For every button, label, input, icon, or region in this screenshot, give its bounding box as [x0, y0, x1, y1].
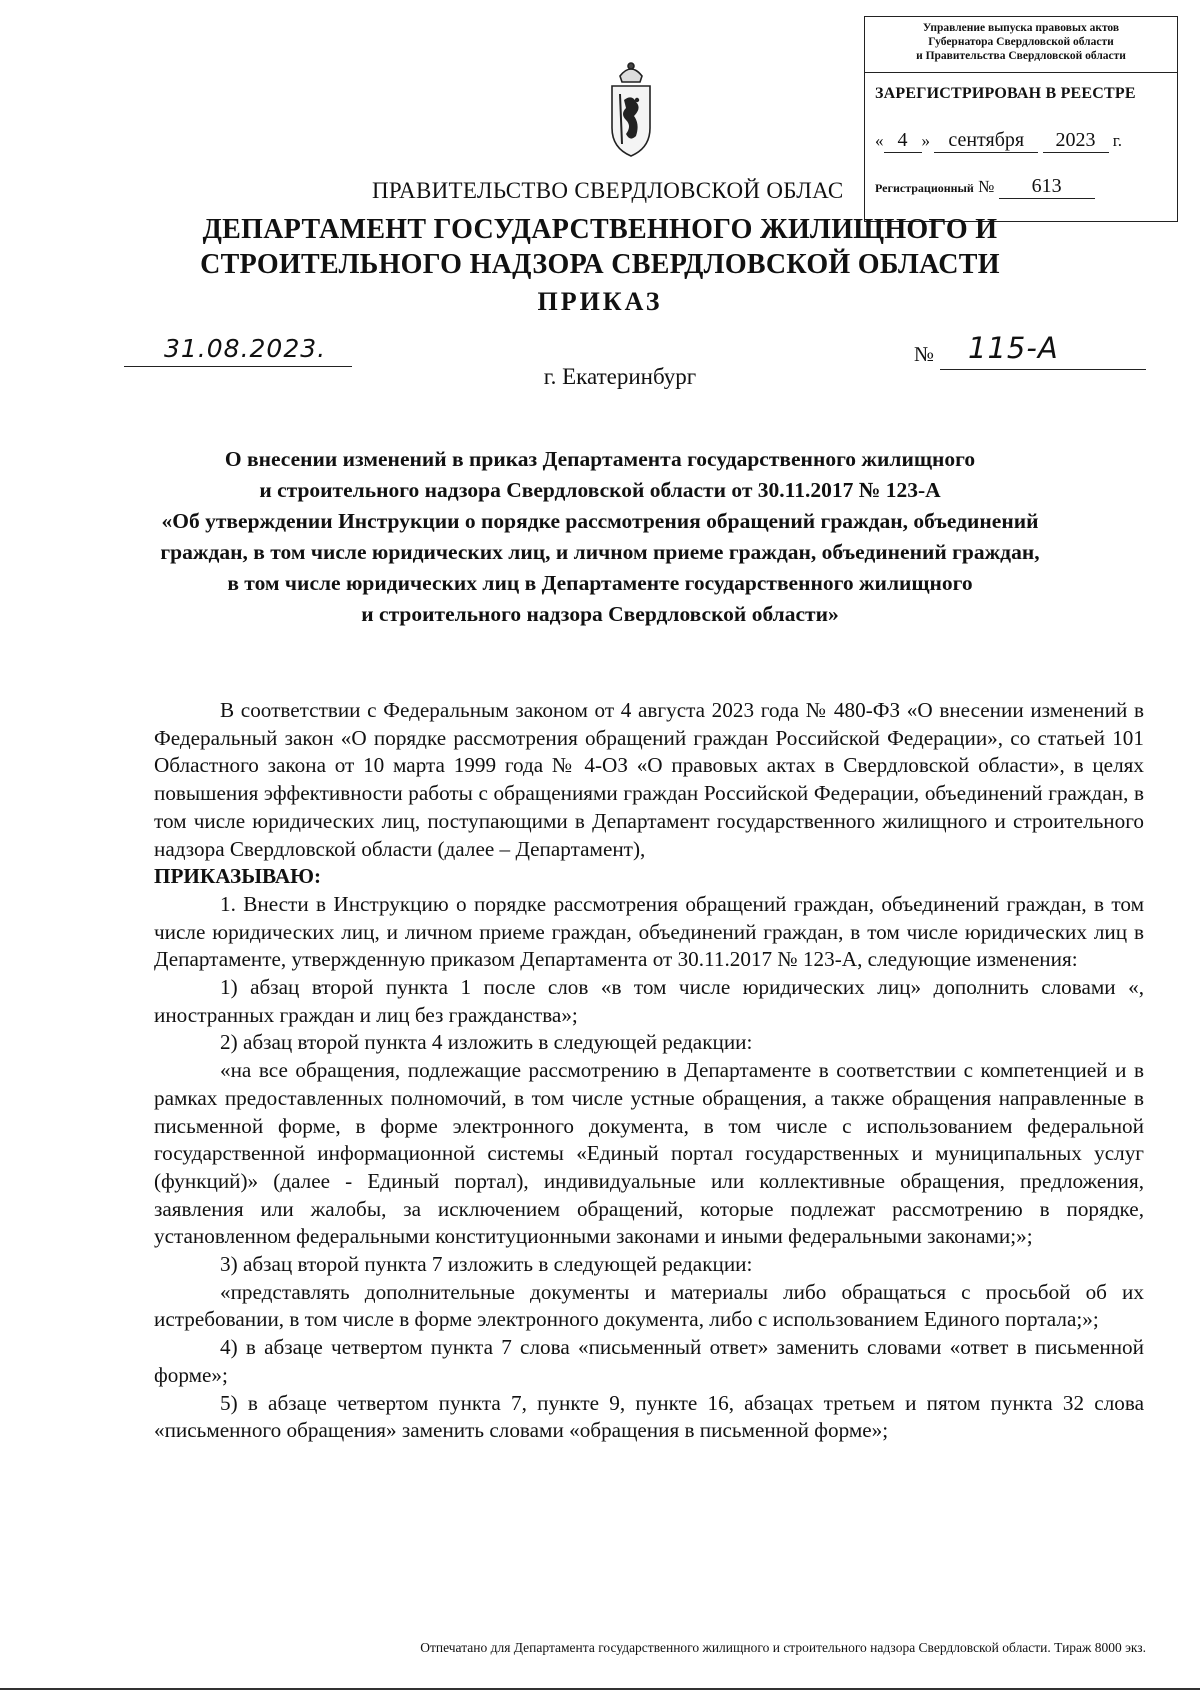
stamp-day: 4 — [884, 129, 922, 153]
title-line: и строительного надзора Свердловской области от 30.11.2017 № 123-А — [259, 478, 941, 502]
stamp-header-line: и Правительства Свердловской области — [916, 50, 1126, 62]
department-line: ДЕПАРТАМЕНТ ГОСУДАРСТВЕННОГО ЖИЛИЩНОГО И — [202, 214, 998, 245]
stamp-reg-number-row — [875, 175, 1095, 199]
subitem-3-quote: «представлять дополнительные документы и материалы либо обращаться с просьбой об их истребовании, в том числе в форме электронного документа, либо с использованием Единого портала;»; — [154, 1279, 1144, 1332]
stamp-registered-label: ЗАРЕГИСТРИРОВАН В РЕЕСТРЕ — [875, 85, 1136, 102]
title-line: О внесении изменений в приказ Департамента государственного жилищного — [224, 447, 976, 471]
subitem-2-quote: «на все обращения, подлежащие рассмотрению в Департаменте в соответствии с компетенцией и в рамках предоставленных полномочий, в том числе устные обращения, а также обращения направленные в письменной форме, в форме электронного документа, в том числе с использованием федеральной государственной информационной системы «Единый портал государственных и муниципальных услуг (функций)» (далее - Единый портал), индивидуальные или коллективные обращения, предложения, заявления или жалобы, за исключением обращений, которые подлежат рассмотрению в порядке, установленном федеральными конституционными законами и иными федеральными законами;»; — [154, 1058, 1144, 1249]
stamp-divider — [865, 72, 1177, 73]
signature-date-field — [124, 336, 352, 367]
preamble-paragraph: В соответствии с Федеральным законом от 4 августа 2023 года № 480-ФЗ «О внесении изменений в Федеральный закон «О порядке рассмотрения обращений граждан Российской Федерации», со статьей 101 Областного закона от 10 марта 1999 года № 4-ОЗ «О правовых актах в Свердловской области», в целях повышения эффективности работы с обращениями граждан Российской Федерации, объединений граждан, в том числе юридических лиц, поступающими в Департамент государственного жилищного и строительного надзора Свердловской области (далее – Департамент), — [154, 698, 1144, 861]
government-heading: ПРАВИТЕЛЬСТВО СВЕРДЛОВСКОЙ ОБЛАС — [372, 178, 844, 203]
subitem-4-paragraph: 4) в абзаце четвертом пункта 7 слова «письменный ответ» заменить словами «ответ в письменной форме»; — [154, 1335, 1144, 1387]
stamp-reg-label: Регистрационный — [875, 181, 974, 195]
title-line: в том числе юридических лиц в Департаменте государственного жилищного — [227, 571, 973, 595]
title-line: «Об утверждении Инструкции о порядке рассмотрения обращений граждан, объединений — [161, 509, 1039, 533]
coat-of-arms-icon — [606, 58, 656, 160]
document-title — [148, 444, 1052, 630]
department-heading — [0, 212, 1200, 282]
bottom-divider — [0, 1688, 1200, 1690]
title-line: и строительного надзора Свердловской области» — [361, 602, 839, 626]
title-line: граждан, в том числе юридических лиц, и личном приеме граждан, объединений граждан, — [160, 540, 1040, 564]
number-label: № — [914, 342, 935, 366]
document-type: ПРИКАЗ — [537, 287, 663, 316]
subitem-5-paragraph: 5) в абзаце четвертом пункта 7, пункте 9, пункте 16, абзацах третьем и пятом пункта 32 слова «письменного обращения» заменить словами «обращения в письменной форме»; — [154, 1390, 1144, 1443]
stamp-year-suffix: г. — [1112, 131, 1123, 150]
stamp-reg-number: 613 — [999, 175, 1095, 199]
stamp-date: « 4 » сентября 2023 г. — [875, 129, 1123, 151]
subitem-3-paragraph: 3) абзац второй пункта 7 изложить в следующей редакции: — [220, 1252, 753, 1277]
department-line: СТРОИТЕЛЬНОГО НАДЗОРА СВЕРДЛОВСКОЙ ОБЛАСТИ — [200, 249, 1000, 280]
stamp-month: сентября — [934, 129, 1038, 153]
stamp-no-sign: № — [978, 177, 995, 196]
handwritten-number: 115-А — [968, 331, 1059, 365]
document-body — [154, 697, 1144, 1445]
subitem-2-paragraph: 2) абзац второй пункта 4 изложить в следующей редакции: — [220, 1030, 753, 1055]
stamp-header-line: Управление выпуска правовых актов — [922, 22, 1120, 34]
city: г. Екатеринбург — [543, 364, 697, 389]
stamp-year: 2023 — [1043, 129, 1109, 153]
registration-stamp — [864, 16, 1178, 222]
order-word: ПРИКАЗЫВАЮ: — [154, 864, 322, 889]
item-1-paragraph: 1. Внести в Инструкцию о порядке рассмотрения обращений граждан, объединений граждан, в том числе юридических лиц, и личном приеме граждан, объединений граждан, в том числе юридических лиц в Департаменте, утвержденную приказом Департамента от 30.11.2017 № 123-А, следующие изменения: — [154, 891, 1144, 972]
handwritten-date: 31.08.2023. — [164, 334, 327, 363]
print-footer: Отпечатано для Департамента государственного жилищного и строительного надзора Свердловской области. Тираж 8000 экз. — [420, 1640, 1146, 1655]
stamp-header — [865, 21, 1177, 63]
stamp-header-line: Губернатора Свердловской области — [928, 36, 1114, 48]
subitem-1-paragraph: 1) абзац второй пункта 1 после слов «в том числе юридических лиц» дополнить словами «, иностранных граждан и лиц без гражданства»; — [154, 975, 1144, 1027]
